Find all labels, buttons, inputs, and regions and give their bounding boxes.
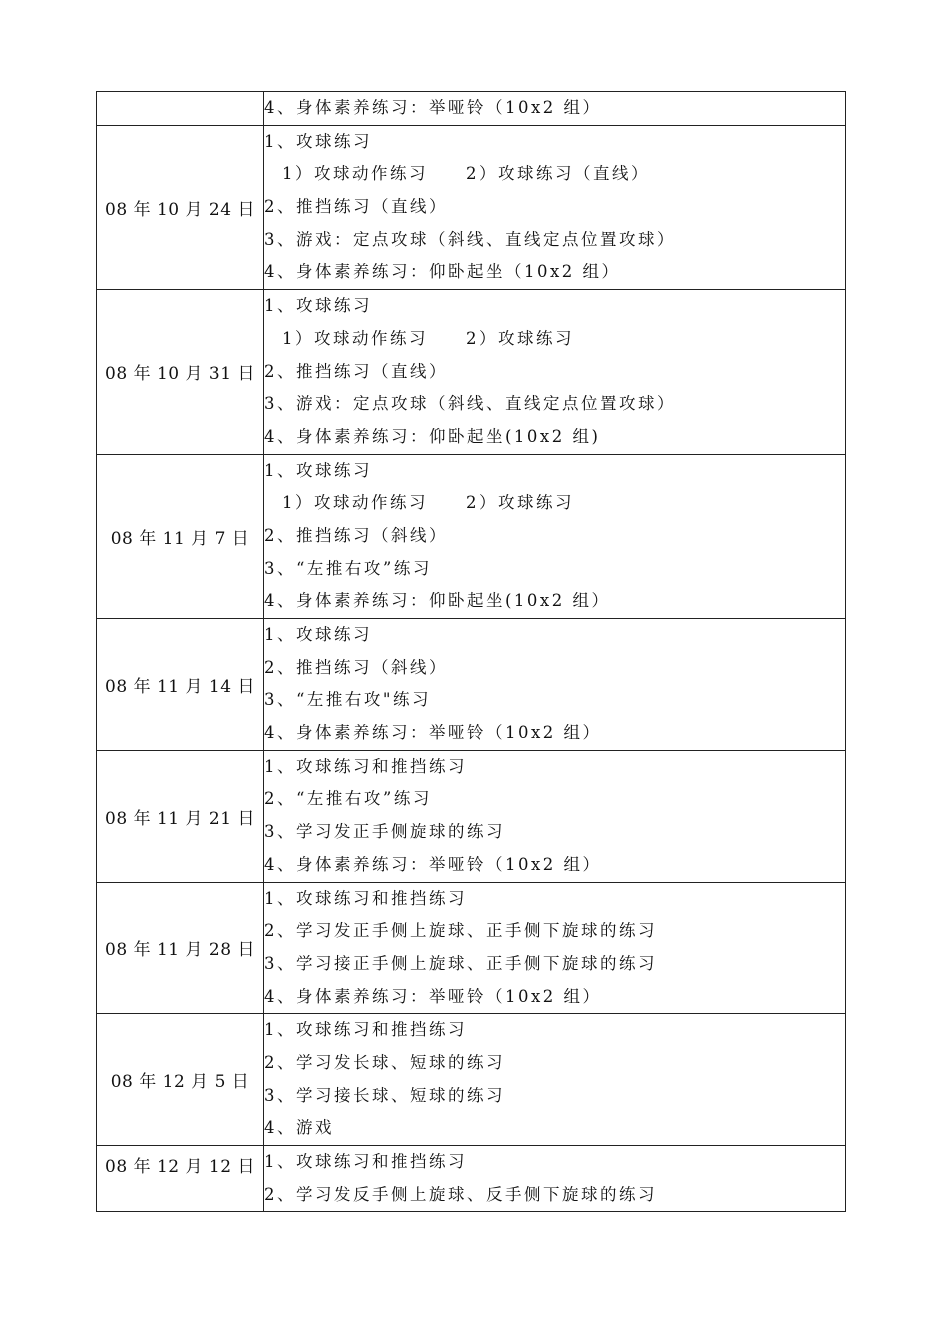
list-item: 3、“左推右攻"练习 xyxy=(264,690,432,710)
table-row xyxy=(97,750,846,882)
list-item: 3、游戏：定点攻球（斜线、直线定点位置攻球） xyxy=(264,394,676,414)
list-item: 4、身体素养练习：仰卧起坐（10x2 组） xyxy=(264,262,621,282)
list-item: 4、游戏 xyxy=(264,1118,334,1138)
table-row xyxy=(97,882,846,1014)
list-item: 1）攻球动作练习 2）攻球练习 xyxy=(282,493,574,513)
list-item: 2、推挡练习（直线） xyxy=(264,361,448,381)
list-item: 2、“左推右攻”练习 xyxy=(264,789,432,809)
table-row xyxy=(97,454,846,618)
date-cell: 08 年 11 月 21 日 xyxy=(97,750,264,882)
content-cell xyxy=(264,1014,846,1146)
list-item: 4、身体素养练习：举哑铃（10x2 组） xyxy=(264,986,602,1006)
list-item: 1、攻球练习和推挡练习 xyxy=(264,1152,467,1171)
list-item: 1、攻球练习和推挡练习 xyxy=(264,1020,467,1040)
list-item: 1、攻球练习 xyxy=(264,296,372,316)
date-cell: 08 年 11 月 28 日 xyxy=(97,882,264,1014)
content-cell xyxy=(264,290,846,454)
list-item: 2、学习发长球、短球的练习 xyxy=(264,1052,505,1072)
content-cell xyxy=(264,1146,846,1212)
list-item: 4、身体素养练习：仰卧起坐(10x2 组) xyxy=(264,426,601,446)
date-cell: 08 年 12 月 12 日 xyxy=(97,1146,264,1212)
content-cell xyxy=(264,92,846,126)
table-row xyxy=(97,125,846,289)
table-row xyxy=(97,1014,846,1146)
list-item: 2、学习发正手侧上旋球、正手侧下旋球的练习 xyxy=(264,921,657,941)
list-item: 1、攻球练习和推挡练习 xyxy=(264,888,467,908)
table-row xyxy=(97,1146,846,1212)
table-row xyxy=(97,92,846,126)
content-cell xyxy=(264,882,846,1014)
list-item: 4、身体素养练习：仰卧起坐(10x2 组） xyxy=(264,591,611,611)
list-item: 3、学习发正手侧旋球的练习 xyxy=(264,822,505,842)
date-cell xyxy=(97,92,264,126)
list-item: 4、身体素养练习：举哑铃（10x2 组） xyxy=(264,854,602,874)
list-item: 1、攻球练习 xyxy=(264,625,372,644)
table-row xyxy=(97,619,846,751)
date-cell: 08 年 11 月 14 日 xyxy=(97,619,264,751)
list-item: 3、学习接长球、短球的练习 xyxy=(264,1085,505,1105)
date-cell: 08 年 10 月 31 日 xyxy=(97,290,264,454)
list-item: 3、学习接正手侧上旋球、正手侧下旋球的练习 xyxy=(264,953,657,973)
list-item: 1、攻球练习 xyxy=(264,131,372,151)
list-item: 2、推挡练习（斜线） xyxy=(264,657,448,677)
date-cell: 08 年 11 月 7 日 xyxy=(97,454,264,618)
list-item: 1）攻球动作练习 2）攻球练习 xyxy=(282,328,574,348)
content-cell xyxy=(264,750,846,882)
list-item: 4、身体素养练习：举哑铃（10x2 组） xyxy=(264,723,602,743)
list-item: 1）攻球动作练习 2）攻球练习（直线） xyxy=(282,164,650,184)
date-cell: 08 年 10 月 24 日 xyxy=(97,125,264,289)
list-item: 3、“左推右攻”练习 xyxy=(264,558,432,578)
content-cell xyxy=(264,125,846,289)
table-row xyxy=(97,290,846,454)
content-cell xyxy=(264,619,846,751)
training-plan-table xyxy=(96,91,846,1212)
list-item: 1、攻球练习和推挡练习 xyxy=(264,756,467,776)
list-item: 3、游戏：定点攻球（斜线、直线定点位置攻球） xyxy=(264,229,676,249)
list-item: 4、身体素养练习：举哑铃（10x2 组） xyxy=(264,98,602,117)
date-cell: 08 年 12 月 5 日 xyxy=(97,1014,264,1146)
content-cell xyxy=(264,454,846,618)
list-item: 2、推挡练习（直线） xyxy=(264,197,448,217)
list-item: 2、推挡练习（斜线） xyxy=(264,525,448,545)
list-item: 2、学习发反手侧上旋球、反手侧下旋球的练习 xyxy=(264,1184,657,1204)
list-item: 1、攻球练习 xyxy=(264,460,372,480)
training-plan-body xyxy=(97,92,846,1212)
